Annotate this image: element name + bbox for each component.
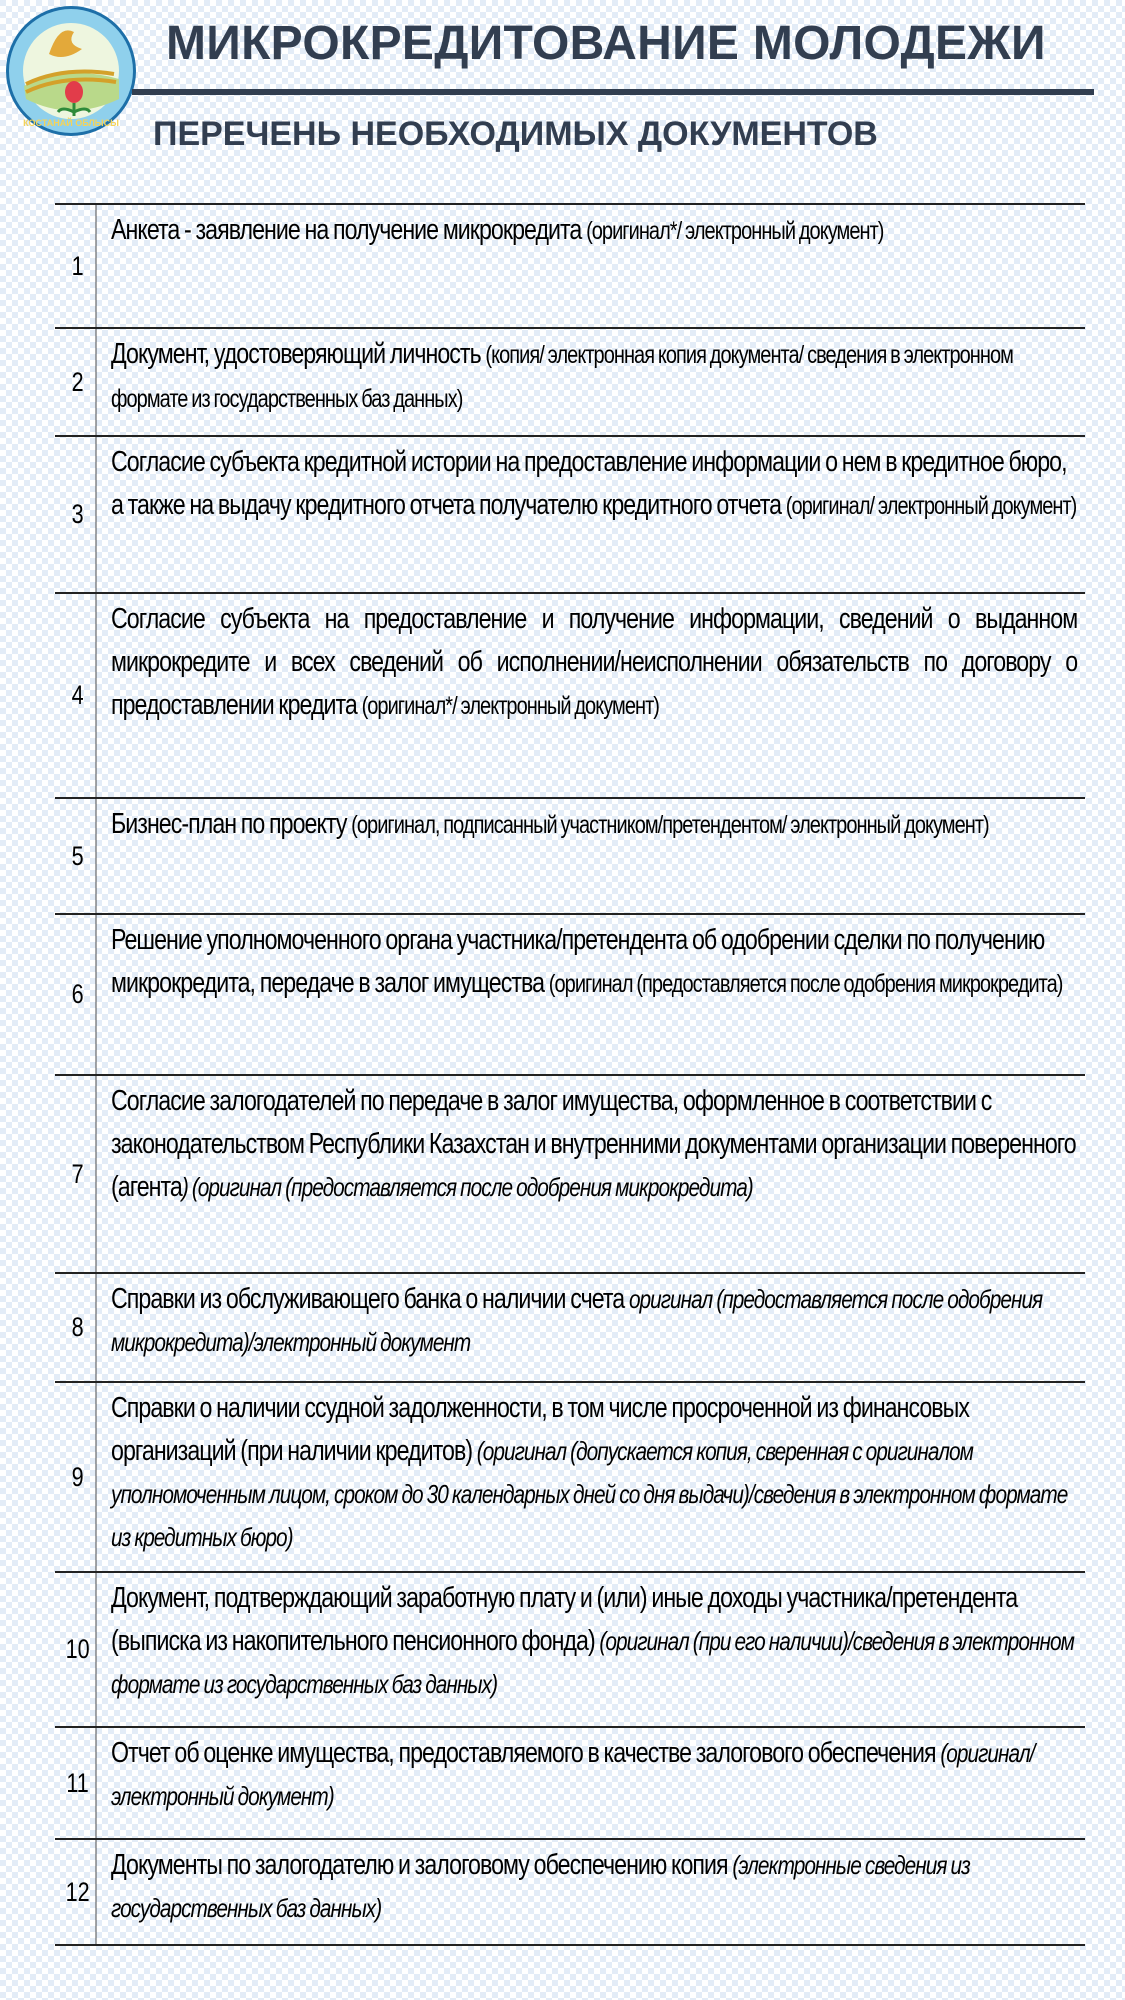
page-subtitle: ПЕРЕЧЕНЬ НЕОБХОДИМЫХ ДОКУМЕНТОВ — [153, 115, 878, 153]
row-number: 12 — [60, 1840, 97, 1944]
document-row — [55, 1838, 1085, 1946]
document-description — [101, 329, 1085, 435]
document-title: Справки о наличии ссудной задолженности, в том числе просроченной из финансовых организаций (при наличии кредитов) — [111, 1392, 970, 1467]
document-description — [101, 799, 1085, 913]
row-number: 10 — [60, 1573, 97, 1726]
row-number: 4 — [60, 594, 97, 797]
document-description — [101, 915, 1085, 1074]
document-format-note: (копия/ электронная копия документа/ сведения в электронном формате из государственных баз данных) — [111, 341, 1013, 413]
document-row — [55, 1272, 1085, 1381]
row-number: 1 — [60, 205, 97, 327]
document-row — [55, 592, 1085, 797]
page-title: МИКРОКРЕДИТОВАНИЕ МОЛОДЕЖИ — [166, 17, 1046, 70]
document-format-note: (оригинал*/ электронный документ) — [586, 217, 884, 245]
document-row — [55, 435, 1085, 592]
document-format-note-italic: ) (оригинал (предоставляется после одобрения микрокредита) — [181, 1172, 753, 1202]
row-number: 8 — [60, 1274, 97, 1381]
row-number: 5 — [60, 799, 97, 913]
document-description — [101, 1274, 1085, 1381]
row-number: 6 — [60, 915, 97, 1074]
document-format-note-italic: (оригинал (допускается копия, сверенная с оригиналом уполномоченным лицом, сроком до 30 календарных дней со дня выдачи)/сведения в электронном формате из кредитных бюро) — [111, 1436, 1068, 1552]
document-row — [55, 1074, 1085, 1272]
document-title: Согласие субъекта кредитной истории на предоставление информации о нем в кредитное бюро, а также на выдачу кредитного отчета получателю кредитного отчета — [111, 446, 1067, 521]
document-format-note-italic: (электронные сведения из государственных баз данных) — [111, 1850, 970, 1923]
document-title: Решение уполномоченного органа участника/претендента об одобрении сделки по получению микрокредита, передаче в залог имущества — [111, 924, 1045, 999]
document-row — [55, 913, 1085, 1074]
svg-text:КОСТАНАЙ ОБЛЫСЫ: КОСТАНАЙ ОБЛЫСЫ — [23, 118, 119, 128]
documents-table — [55, 203, 1085, 1946]
document-title: Анкета - заявление на получение микрокредита — [111, 214, 587, 246]
document-row — [55, 797, 1085, 913]
document-format-note: (оригинал (предоставляется после одобрения микрокредита) — [548, 970, 1063, 998]
document-description — [101, 437, 1085, 592]
document-title: Документ, подтверждающий заработную плату и (или) иные доходы участника/претендента (выписка из накопительного пенсионного фонда) — [111, 1582, 1018, 1657]
document-description — [101, 1383, 1085, 1571]
document-description — [101, 1840, 1085, 1944]
document-format-note: (оригинал, подписанный участником/претендентом/ электронный документ) — [351, 811, 989, 839]
document-format-note-italic: оригинал (предоставляется после одобрения микрокредита)/электронный документ — [111, 1284, 1043, 1357]
document-format-note-italic: (оригинал/электронный документ) — [111, 1738, 1035, 1811]
document-description — [101, 1728, 1085, 1838]
document-row — [55, 1571, 1085, 1726]
document-title: Согласие залогодателей по передаче в залог имущества, оформленное в соответствии с законодательством Республики Казахстан и внутренними документами организации поверенного (агента — [111, 1085, 1076, 1203]
document-description — [101, 594, 1085, 797]
document-format-note-italic: (оригинал (при его наличии)/сведения в электронном формате из государственных баз данных) — [111, 1626, 1074, 1699]
document-row — [55, 327, 1085, 435]
document-title: Отчет об оценке имущества, предоставляемого в качестве залогового обеспечения — [111, 1737, 941, 1769]
row-number: 2 — [60, 329, 97, 435]
row-number: 3 — [60, 437, 97, 592]
document-format-note: (оригинал/ электронный документ) — [785, 492, 1077, 520]
row-number: 7 — [60, 1076, 97, 1272]
document-description — [101, 1573, 1085, 1726]
document-title: Документы по залогодателю и залоговому обеспечению копия — [111, 1849, 733, 1881]
region-emblem-logo — [4, 4, 138, 138]
document-description — [101, 205, 1085, 327]
document-title: Согласие субъекта на предоставление и получение информации, сведений о выданном микрокредите и всех сведений об исполнении/неисполнении обязательств по договору о предоставлении кредита — [111, 603, 1078, 721]
document-title: Документ, удостоверяющий личность — [111, 338, 486, 370]
document-title: Бизнес-план по проекту — [111, 808, 352, 840]
title-divider — [132, 89, 1094, 95]
row-number: 11 — [60, 1728, 97, 1838]
document-row — [55, 203, 1085, 327]
row-number: 9 — [60, 1383, 97, 1571]
document-row — [55, 1381, 1085, 1571]
document-title: Справки из обслуживающего банка о наличии счета — [111, 1283, 629, 1315]
document-description — [101, 1076, 1085, 1272]
document-format-note: (оригинал*/ электронный документ) — [361, 692, 659, 720]
document-row — [55, 1726, 1085, 1838]
